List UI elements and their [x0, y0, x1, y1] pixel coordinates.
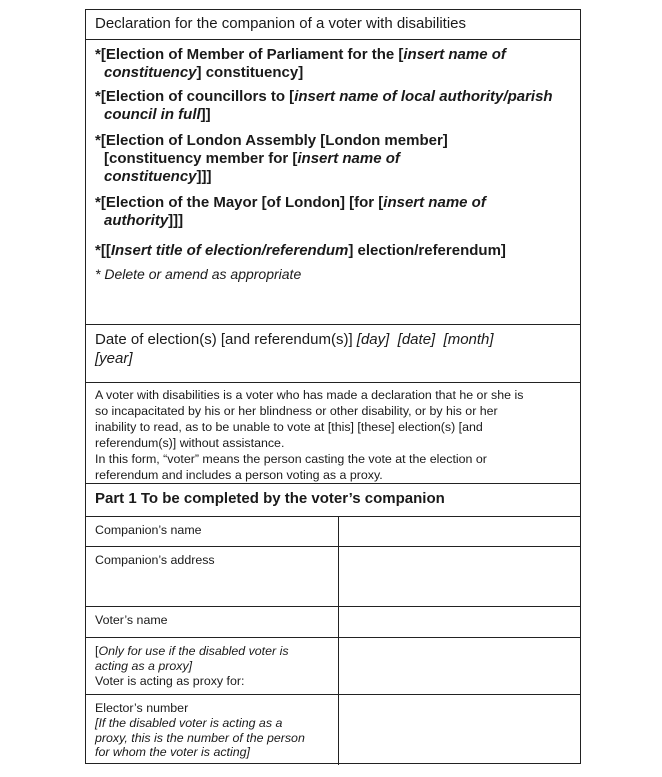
form-heading-row [86, 10, 580, 40]
companion-address-row [86, 547, 580, 607]
voter-name-row [86, 607, 580, 638]
definition-row [86, 383, 580, 484]
declaration-form [85, 9, 581, 764]
election-option-referendum: *[[Insert title of election/referendum] election/referendum] [95, 242, 506, 259]
proxy-for-field[interactable] [339, 638, 580, 694]
date-row [86, 325, 580, 383]
election-option-councillors: *[Election of councillors to [insert name of local authority/parish council in full]] [95, 88, 553, 123]
companion-address-label: Companion’s address [86, 547, 339, 606]
voter-name-label: Voter’s name [86, 607, 339, 637]
election-option-parliament: *[Election of Member of Parliament for the [insert name of constituency] constituency] [95, 46, 506, 81]
part1-title: Part 1 To be completed by the voter’s companion [95, 490, 445, 507]
election-option-london-assembly: *[Election of London Assembly [London member] [constituency member for [insert name of constituency]]] [95, 132, 448, 185]
elector-number-label: Elector’s number [If the disabled voter is acting as a proxy, this is the number of the person for whom the voter is acting] [86, 695, 339, 765]
date-of-election: Date of election(s) [and referendum(s)] [day] [date] [month] [year] [95, 331, 494, 367]
proxy-row [86, 638, 580, 695]
elector-number-field[interactable] [339, 695, 580, 765]
proxy-label: [Only for use if the disabled voter is acting as a proxy] Voter is acting as proxy for: [86, 638, 339, 694]
election-option-mayor: *[Election of the Mayor [of London] [for [insert name of authority]]] [95, 194, 486, 229]
definition-text: A voter with disabilities is a voter who has made a declaration that he or she is so incapacitated by his or her blindness or other disability, or by his or her inability to read, as to be unable to vote at [this] [these] election(s) [and referendum(s)] without assistance. In this form, “voter” means the person casting the vote at the election or referendum and includes a person voting as a proxy. [95, 388, 524, 482]
companion-name-row [86, 517, 580, 547]
voter-name-field[interactable] [339, 607, 580, 637]
delete-note: * Delete or amend as appropriate [95, 266, 302, 282]
companion-address-field[interactable] [339, 547, 580, 606]
companion-name-label: Companion’s name [86, 517, 339, 546]
form-heading: Declaration for the companion of a voter with disabilities [95, 15, 467, 32]
election-options-section [86, 40, 580, 325]
part1-heading-row [86, 484, 580, 517]
companion-name-field[interactable] [339, 517, 580, 546]
elector-number-row [86, 695, 580, 765]
